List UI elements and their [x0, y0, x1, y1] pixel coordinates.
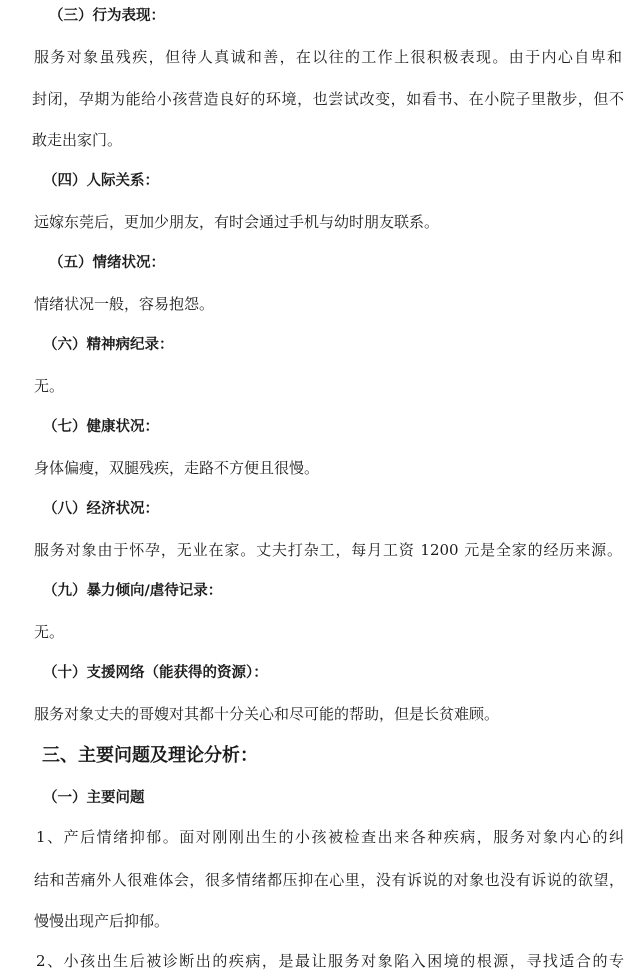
item-1-line-3: 慢慢出现产后抑郁。 [34, 912, 170, 930]
behavior-paragraph-line-3: 敢走出家门。 [32, 131, 123, 149]
support-heading: （十）支援网络（能获得的资源）： [43, 665, 268, 681]
violence-text: 无。 [34, 623, 65, 641]
health-text: 身体偏瘦，双腿残疾，走路不方便且很慢。 [34, 459, 320, 477]
mental-text: 无。 [34, 377, 65, 395]
economy-heading: （八）经济状况： [43, 501, 159, 517]
emotion-heading: （五）情绪状况： [49, 255, 165, 271]
behavior-paragraph-line-2: 封闭，孕期为能给小孩营造良好的环境，也尝试改变，如看书、在小院子里散步，但不 [32, 90, 624, 108]
behavior-heading: （三）行为表现： [49, 8, 165, 24]
support-text: 服务对象丈夫的哥嫂对其都十分关心和尽可能的帮助，但是长贫难顾。 [34, 705, 500, 723]
section-3-subheading: （一）主要问题 [43, 790, 145, 806]
item-1-line-1: 1、产后情绪抑郁。面对刚刚出生的小孩被检查出来各种疾病，服务对象内心的纠 [36, 828, 624, 846]
violence-heading: （九）暴力倾向/虐待记录： [43, 583, 223, 599]
emotion-text: 情绪状况一般，容易抱怨。 [34, 295, 215, 313]
health-heading: （七）健康状况： [43, 419, 159, 435]
section-3-title: 三、主要问题及理论分析： [42, 745, 258, 766]
behavior-paragraph-line-1: 服务对象虽残疾，但待人真诚和善，在以往的工作上很积极表现。由于内心自卑和 [34, 48, 622, 66]
item-1-line-2: 结和苦痛外人很难体会，很多情绪都压抑在心里，没有诉说的对象也没有诉说的欲望， [34, 871, 624, 889]
relations-heading: （四）人际关系： [43, 173, 159, 189]
relations-text: 远嫁东莞后，更加少朋友，有时会通过手机与幼时朋友联系。 [34, 213, 440, 231]
mental-heading: （六）精神病纪录： [43, 337, 174, 353]
item-2-line-1: 2、小孩出生后被诊断出的疾病，是最让服务对象陷入困境的根源，寻找适合的专 [36, 952, 624, 970]
economy-text: 服务对象由于怀孕，无业在家。丈夫打杂工，每月工资 1200 元是全家的经历来源。 [34, 541, 622, 559]
